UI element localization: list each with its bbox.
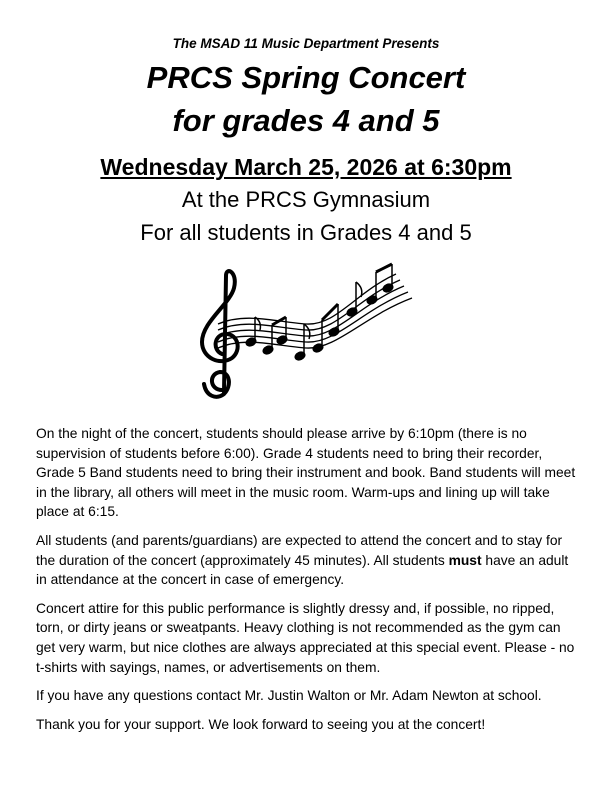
title-line-1: PRCS Spring Concert [146, 60, 466, 95]
thanks-paragraph: Thank you for your support. We look forward to seeing you at the concert! [36, 716, 486, 732]
contact-paragraph: If you have any questions contact Mr. Justin Walton or Mr. Adam Newton at school. [36, 688, 542, 704]
page-title [0, 56, 612, 142]
arrival-paragraph: On the night of the concert, students should please arrive by 6:10pm (there is no supervision of students before 6:00). Grade 4 students need to bring their recorder, Grade 5 Band students need to bring their instrument and book. Band students will meet in the library, all others will meet in the music room. Warm-ups and lining up will take place at 6:15. [36, 426, 576, 520]
body-text [36, 424, 581, 743]
attendance-paragraph: All students (and parents/guardians) are expected to attend the concert and to stay for the duration of the concert (approximately 45 minutes). All students must have an adult in attendance at the concert in case of emergency. [36, 532, 569, 588]
attire-paragraph: Concert attire for this public performance is slightly dressy and, if possible, no ripped, torn, or dirty jeans or sweatpants. Heavy clothing is not recommended as the gym can get very warm, but nice clothes are always appreciated at this special event. Please - no t-shirts with sayings, names, or advertisements on them. [36, 600, 575, 675]
event-audience: For all students in Grades 4 and 5 [140, 220, 472, 245]
title-line-2: for grades 4 and 5 [172, 103, 440, 138]
treble-clef-staff-icon [196, 262, 418, 402]
event-date: Wednesday March 25, 2026 at 6:30pm [100, 154, 512, 180]
presents-line: The MSAD 11 Music Department Presents [172, 36, 440, 51]
event-venue: At the PRCS Gymnasium [181, 187, 431, 212]
emphasis-must: must [448, 552, 482, 568]
